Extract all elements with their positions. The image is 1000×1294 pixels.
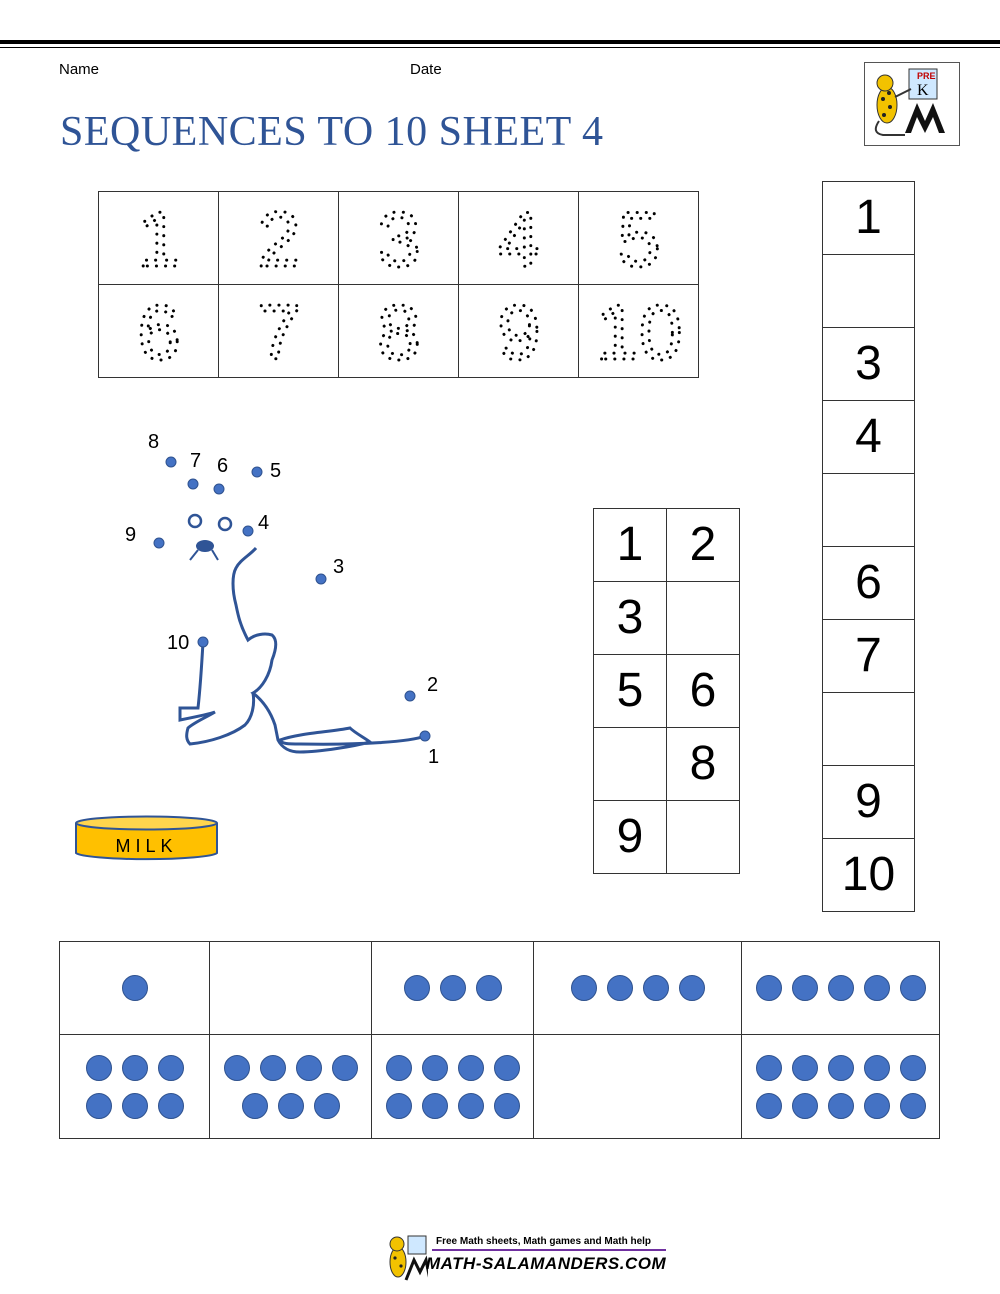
- date-label: Date: [410, 61, 442, 78]
- dot-row: [571, 975, 705, 1001]
- dot-counting-row: [60, 942, 940, 1035]
- svg-text:9: 9: [496, 288, 541, 376]
- svg-text:3: 3: [376, 195, 421, 283]
- number-column-cell[interactable]: [823, 474, 915, 547]
- svg-text:5: 5: [616, 195, 661, 283]
- number-grid-row: [594, 728, 740, 801]
- dot-counting-cell: [742, 942, 940, 1035]
- counting-dot: [386, 1093, 412, 1119]
- dotted-numeral: [584, 288, 694, 376]
- number-grid-cell: 8: [667, 728, 740, 801]
- name-label: Name: [59, 61, 100, 78]
- counting-dot: [756, 1093, 782, 1119]
- counting-dot: [828, 1093, 854, 1119]
- number-grid-row: [594, 582, 740, 655]
- dot-row: [122, 975, 148, 1001]
- counting-dot: [494, 1093, 520, 1119]
- number-column-cell: 7: [823, 620, 915, 693]
- footer-site: MATH-SALAMANDERS.COM: [426, 1254, 667, 1273]
- counting-dot: [571, 975, 597, 1001]
- svg-text:6: 6: [136, 288, 181, 376]
- number-column-cell: 6: [823, 547, 915, 620]
- dot-row: [756, 975, 926, 1001]
- dot-label-1: 1: [428, 746, 440, 768]
- number-grid-row: [594, 509, 740, 582]
- number-grid: [593, 508, 740, 874]
- number-column-cell: 4: [823, 401, 915, 474]
- footer-salamander-icon: [380, 1232, 428, 1282]
- counting-dot: [386, 1055, 412, 1081]
- number-grid-cell: 6: [667, 655, 740, 728]
- number-grid-cell[interactable]: [667, 801, 740, 874]
- counting-dot: [224, 1055, 250, 1081]
- dot-counting-cell[interactable]: [210, 942, 372, 1035]
- counting-dot: [422, 1093, 448, 1119]
- dot-label-9: 9: [125, 524, 137, 546]
- dot-row: [756, 1093, 926, 1119]
- svg-text:7: 7: [256, 288, 301, 376]
- milk-label: MILK: [115, 836, 178, 856]
- dot-row: [86, 1093, 184, 1119]
- dot-label-7: 7: [190, 450, 202, 472]
- dot-label-8: 8: [148, 431, 160, 453]
- dot-counting-cell: [210, 1035, 372, 1139]
- dot-group: [742, 975, 939, 1001]
- number-grid-row: [594, 801, 740, 874]
- counting-dot: [122, 1055, 148, 1081]
- number-column-row: [823, 547, 915, 620]
- number-column-row: [823, 474, 915, 547]
- counting-dot: [643, 975, 669, 1001]
- counting-dot: [756, 1055, 782, 1081]
- number-grid-cell: 2: [667, 509, 740, 582]
- counting-dot: [792, 1093, 818, 1119]
- dot-row: [386, 1093, 520, 1119]
- page-title: SEQUENCES TO 10 SHEET 4: [60, 109, 604, 155]
- counting-dot: [458, 1093, 484, 1119]
- salamander-logo-icon: [865, 63, 959, 145]
- dot-counting-row: [60, 1035, 940, 1139]
- dot-counting-cell: [372, 942, 534, 1035]
- dot-counting-cell: [372, 1035, 534, 1139]
- dot-to-dot-puzzle: [0, 0, 500, 800]
- counting-dot: [900, 1093, 926, 1119]
- number-column-row: [823, 255, 915, 328]
- dot-row: [86, 1055, 184, 1081]
- counting-dot: [86, 1093, 112, 1119]
- number-grid-row: [594, 655, 740, 728]
- counting-dot: [792, 1055, 818, 1081]
- counting-dot: [158, 1093, 184, 1119]
- dot-counting-table: [59, 941, 940, 1139]
- tracing-cell[interactable]: [579, 192, 699, 285]
- tracing-cell[interactable]: [579, 285, 699, 378]
- counting-dot: [158, 1055, 184, 1081]
- counting-dot: [494, 1055, 520, 1081]
- svg-text:2: 2: [256, 195, 301, 283]
- dot-label-10: 10: [167, 632, 190, 654]
- counting-dot: [864, 975, 890, 1001]
- number-column-cell[interactable]: [823, 693, 915, 766]
- dot-counting-cell: [60, 1035, 210, 1139]
- number-column-cell[interactable]: [823, 255, 915, 328]
- dot-group: [742, 1055, 939, 1119]
- dot-group: [60, 1055, 209, 1119]
- dot-row: [242, 1093, 340, 1119]
- counting-dot: [296, 1055, 322, 1081]
- dot-group: [372, 1055, 533, 1119]
- logo-k-text: K: [917, 82, 929, 99]
- number-grid-cell: 9: [594, 801, 667, 874]
- svg-text:10: 10: [595, 288, 682, 376]
- dot-label-6: 6: [217, 455, 229, 477]
- number-column-row: [823, 182, 915, 255]
- counting-dot: [828, 1055, 854, 1081]
- counting-dot: [422, 1055, 448, 1081]
- counting-dot: [679, 975, 705, 1001]
- dot-counting-cell: [60, 942, 210, 1035]
- dot-counting-cell: [742, 1035, 940, 1139]
- dot-counting-cell[interactable]: [534, 1035, 742, 1139]
- counting-dot: [86, 1055, 112, 1081]
- number-grid-cell: 5: [594, 655, 667, 728]
- dot-group: [60, 975, 209, 1001]
- number-column-cell: 10: [823, 839, 915, 912]
- dot-label-5: 5: [270, 460, 282, 482]
- dot-group: [372, 975, 533, 1001]
- counting-dot: [404, 975, 430, 1001]
- number-column-cell: 9: [823, 766, 915, 839]
- counting-dot: [314, 1093, 340, 1119]
- number-column: [822, 181, 915, 912]
- counting-dot: [440, 975, 466, 1001]
- dot-group: [210, 1055, 371, 1119]
- number-grid-cell[interactable]: [594, 728, 667, 801]
- number-column-row: [823, 620, 915, 693]
- dot-label-2: 2: [427, 674, 439, 696]
- dot-counting-cell: [534, 942, 742, 1035]
- svg-text:4: 4: [496, 195, 541, 283]
- dot-row: [756, 1055, 926, 1081]
- number-column-row: [823, 328, 915, 401]
- number-column-row: [823, 401, 915, 474]
- number-grid-cell: 3: [594, 582, 667, 655]
- counting-dot: [242, 1093, 268, 1119]
- counting-dot: [332, 1055, 358, 1081]
- dotted-numeral: [584, 195, 694, 283]
- cat-outline: [0, 0, 500, 800]
- dot-row: [224, 1055, 358, 1081]
- number-grid-cell[interactable]: [667, 582, 740, 655]
- dot-row: [386, 1055, 520, 1081]
- number-column-row: [823, 839, 915, 912]
- dot-row: [404, 975, 502, 1001]
- footer-logo: [380, 1232, 670, 1282]
- counting-dot: [278, 1093, 304, 1119]
- counting-dot: [900, 1055, 926, 1081]
- number-column-row: [823, 693, 915, 766]
- footer-tagline: Free Math sheets, Math games and Math help: [436, 1236, 652, 1247]
- number-column-cell: 1: [823, 182, 915, 255]
- counting-dot: [260, 1055, 286, 1081]
- prek-logo: [864, 62, 960, 146]
- dot-label-4: 4: [258, 512, 270, 534]
- counting-dot: [607, 975, 633, 1001]
- counting-dot: [900, 975, 926, 1001]
- number-column-row: [823, 766, 915, 839]
- counting-dot: [458, 1055, 484, 1081]
- svg-text:8: 8: [376, 288, 421, 376]
- counting-dot: [756, 975, 782, 1001]
- number-column-cell: 3: [823, 328, 915, 401]
- counting-dot: [122, 975, 148, 1001]
- counting-dot: [122, 1093, 148, 1119]
- number-grid-cell: 1: [594, 509, 667, 582]
- counting-dot: [828, 975, 854, 1001]
- dot-group: [534, 975, 741, 1001]
- footer-divider: [432, 1249, 666, 1251]
- dot-label-3: 3: [333, 556, 345, 578]
- counting-dot: [864, 1093, 890, 1119]
- logo-pre-text: PRE: [917, 71, 936, 81]
- counting-dot: [864, 1055, 890, 1081]
- counting-dot: [476, 975, 502, 1001]
- milk-bowl: [75, 815, 218, 861]
- svg-text:1: 1: [136, 195, 181, 283]
- counting-dot: [792, 975, 818, 1001]
